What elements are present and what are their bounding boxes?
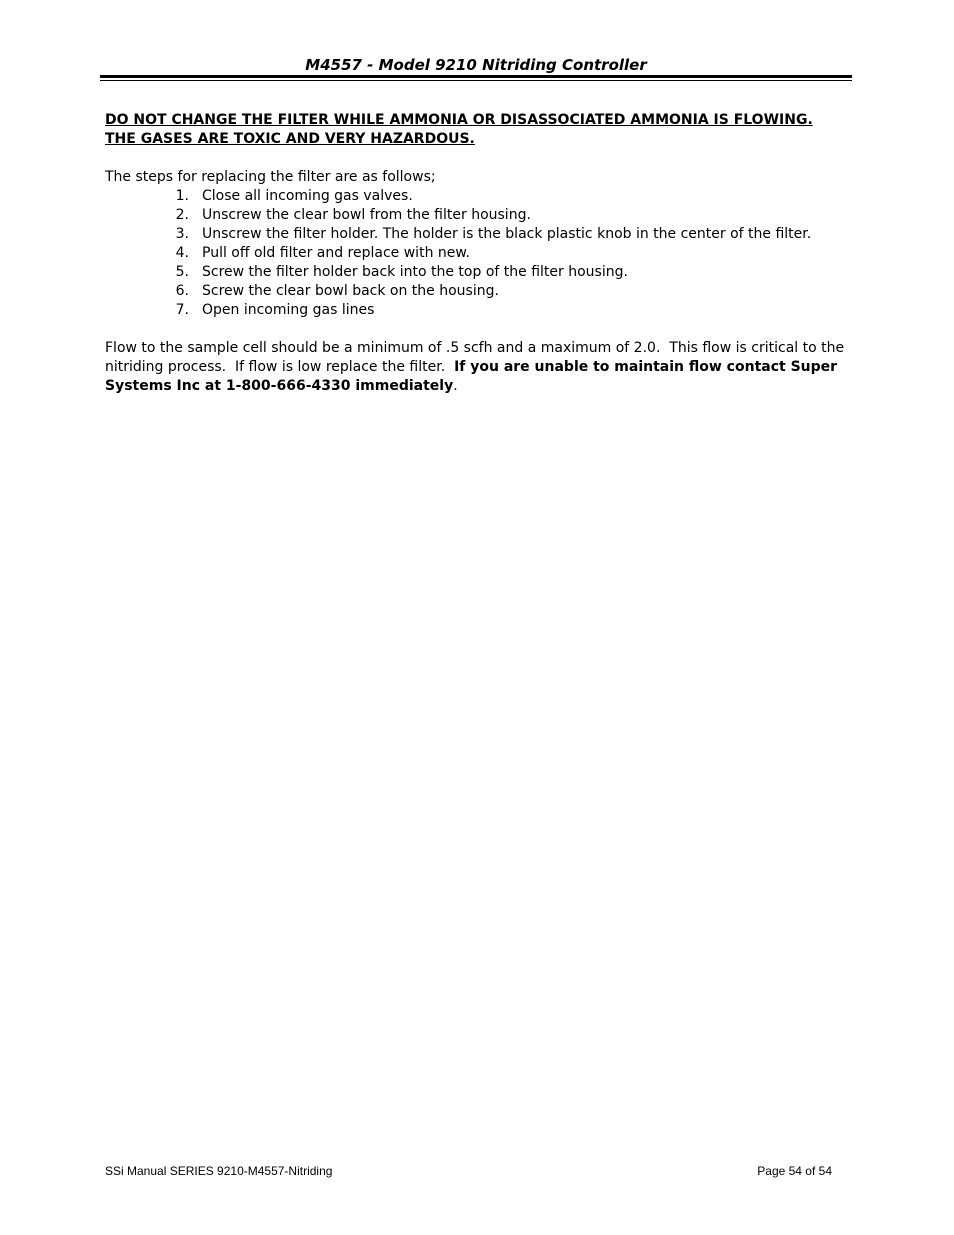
- header-rule-thick: [100, 75, 852, 78]
- step-number: 5.: [175, 264, 189, 280]
- flow-text: Flow to the sample cell should be a minimum of .5 scfh and a maximum of 2.0. This flow is critical to the nitriding process. If flow is low replace the filter.: [105, 340, 849, 375]
- flow-contact-text: If you are unable to maintain flow contact Super Systems Inc at 1-800-666-4330 immediately: [105, 359, 838, 394]
- page-header-title: M4557 - Model 9210 Nitriding Controller: [305, 56, 647, 74]
- list-item: [105, 282, 845, 301]
- step-text: Unscrew the filter holder. The holder is the black plastic knob in the center of the filter.: [202, 226, 812, 242]
- step-text: Close all incoming gas valves.: [202, 188, 413, 204]
- list-item: [105, 206, 845, 225]
- step-text: Pull off old filter and replace with new.: [202, 245, 470, 261]
- flow-end: .: [453, 378, 458, 394]
- step-text: Screw the clear bowl back on the housing.: [202, 283, 499, 299]
- warning-line-2: THE GASES ARE TOXIC AND VERY HAZARDOUS.: [105, 131, 475, 147]
- step-number: 2.: [175, 207, 189, 223]
- flow-paragraph: [105, 339, 849, 396]
- steps-intro: The steps for replacing the filter are as follows;: [105, 169, 436, 185]
- step-number: 4.: [175, 245, 189, 261]
- step-text: Unscrew the clear bowl from the filter housing.: [202, 207, 531, 223]
- list-item: [105, 187, 845, 206]
- step-number: 7.: [175, 302, 189, 318]
- warning-text: [105, 111, 845, 149]
- step-number: 1.: [175, 188, 189, 204]
- warning-line-1: DO NOT CHANGE THE FILTER WHILE AMMONIA OR DISASSOCIATED AMMONIA IS FLOWING.: [105, 112, 813, 128]
- footer-manual-name: SSi Manual SERIES 9210-M4557-Nitriding: [105, 1164, 333, 1178]
- list-item: [105, 263, 845, 282]
- page-content: [105, 111, 849, 396]
- step-number: 6.: [175, 283, 189, 299]
- list-item: [105, 301, 845, 320]
- step-text: Screw the filter holder back into the top of the filter housing.: [202, 264, 628, 280]
- footer-page-number: Page 54 of 54: [757, 1164, 832, 1178]
- steps-list: [105, 187, 845, 320]
- step-text: Open incoming gas lines: [202, 302, 375, 318]
- step-number: 3.: [175, 226, 189, 242]
- header-rule-thin: [100, 80, 852, 81]
- list-item: [105, 225, 845, 244]
- list-item: [105, 244, 845, 263]
